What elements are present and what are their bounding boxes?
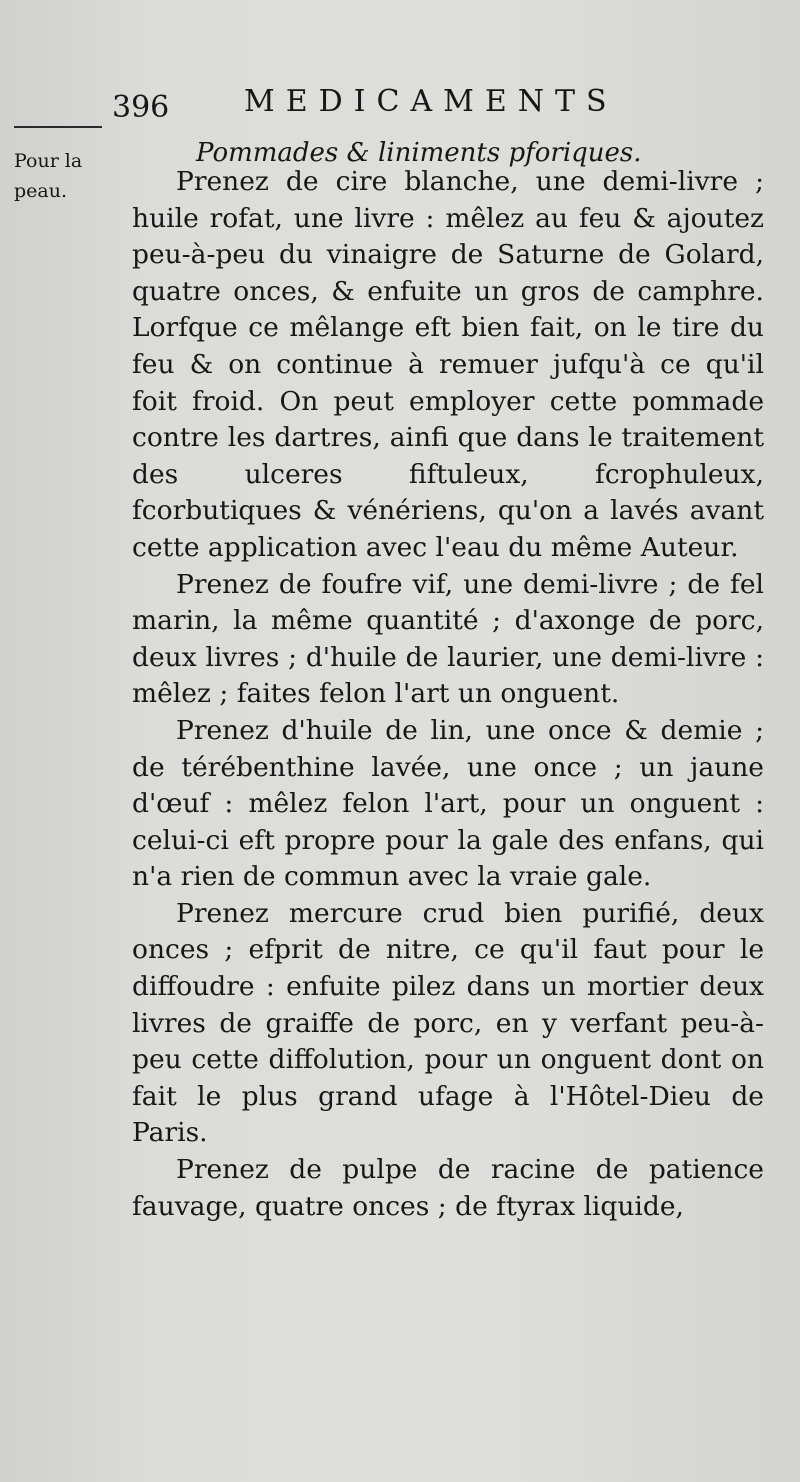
body-text	[132, 156, 764, 1225]
paragraph: Prenez mercure crud bien purifié, deux onces ; efprit de nitre, ce qu'il faut pour le diffoudre : enfuite pilez dans un mortier deux livres de graiffe de porc, en y verfant peu-à-peu cette diffolution, pour un onguent dont on fait le plus grand ufage à l'Hôtel-Dieu de Paris.	[132, 897, 764, 1149]
running-head: MEDICAMENTS	[244, 84, 618, 119]
margin-rule	[14, 126, 102, 128]
page-header	[112, 80, 672, 130]
margin-note-line: peau.	[14, 180, 68, 202]
margin-note-line: Pour la	[14, 150, 83, 172]
paragraph: Prenez d'huile de lin, une once & demie ; de térébenthine lavée, une once ; un jaune d'œuf : mêlez felon l'art, pour un onguent : celui-ci eft propre pour la gale des enfans, qui n'a rien de commun avec la vraie gale.	[132, 714, 764, 893]
paragraph: Prenez de cire blanche, une demi-livre ; huile rofat, une livre : mêlez au feu & ajoutez peu-à-peu du vinaigre de Saturne de Golard, quatre onces, & enfuite un gros de camphre. Lorfque ce mêlange eft bien fait, on le tire du feu & on continue à remuer jufqu'à ce qu'il foit froid. On peut employer cette pommade contre les dartres, ainfi que dans le traitement des ulceres fiftuleux, fcrophuleux, fcorbutiques & vénériens, qu'on a lavés avant cette application avec l'eau du même Auteur.	[132, 166, 764, 563]
section-subtitle: Pommades & liniments pforiques.	[196, 138, 642, 168]
paragraph: Prenez de foufre vif, une demi-livre ; de fel marin, la même quantité ; d'axonge de porc, deux livres ; d'huile de laurier, une demi-livre : mêlez ; faites felon l'art un onguent.	[132, 568, 764, 710]
page-number: 396	[112, 90, 170, 125]
paragraph: Prenez de pulpe de racine de patience fauvage, quatre onces ; de ftyrax liquide,	[132, 1154, 764, 1222]
margin-note	[14, 146, 114, 206]
